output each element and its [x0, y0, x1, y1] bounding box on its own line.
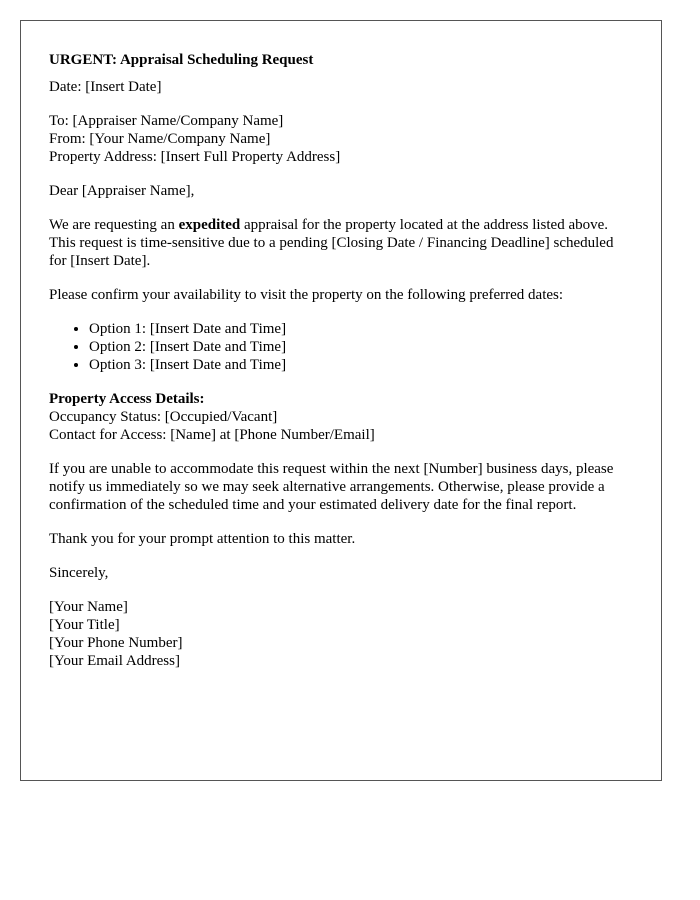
- to-line: To: [Appraiser Name/Company Name]: [49, 113, 284, 129]
- signature-email: [Your Email Address]: [49, 653, 180, 669]
- letter-container: [20, 20, 662, 781]
- sign-off: Sincerely,: [49, 565, 109, 581]
- signature-phone: [Your Phone Number]: [49, 635, 183, 651]
- list-item: • Option 2: [Insert Date and Time]: [89, 338, 633, 356]
- access-heading: Property Access Details:: [49, 391, 205, 407]
- signature-name: [Your Name]: [49, 599, 128, 615]
- occupancy-line: Occupancy Status: [Occupied/Vacant]: [49, 409, 278, 425]
- signature-title: [Your Title]: [49, 617, 120, 633]
- intro-emphasis: expedited: [178, 217, 241, 233]
- signature-block: [49, 598, 633, 670]
- closing-paragraph: If you are unable to accommodate this request within the next [Number] business days, please notify us immediately so we may seek alternative arrangements. Otherwise, please provide a confirmation of the scheduled time and your estimated delivery date for the final report.: [49, 461, 614, 513]
- property-address-line: Property Address: [Insert Full Property Address]: [49, 149, 341, 165]
- contact-line: Contact for Access: [Name] at [Phone Number/Email]: [49, 427, 375, 443]
- intro-text-before: We are requesting an: [49, 217, 179, 233]
- from-line: From: [Your Name/Company Name]: [49, 131, 271, 147]
- letter-title: URGENT: Appraisal Scheduling Request: [49, 52, 314, 68]
- date-options-list: [49, 320, 633, 374]
- thanks-line: Thank you for your prompt attention to this matter.: [49, 531, 356, 547]
- list-item: • Option 3: [Insert Date and Time]: [89, 356, 633, 374]
- list-item: • Option 1: [Insert Date and Time]: [89, 320, 633, 338]
- intro-paragraph: [49, 216, 633, 270]
- intro-text-after: appraisal for the property located at the address listed above. This request is time-sensitive due to a pending [Closing Date / Financing Deadline] scheduled for [Insert Date].: [49, 217, 614, 269]
- access-details-block: [49, 390, 633, 444]
- address-block: [49, 112, 633, 166]
- availability-request: Please confirm your availability to visit the property on the following preferred dates:: [49, 287, 564, 303]
- salutation: Dear [Appraiser Name],: [49, 183, 195, 199]
- date-line: Date: [Insert Date]: [49, 79, 162, 95]
